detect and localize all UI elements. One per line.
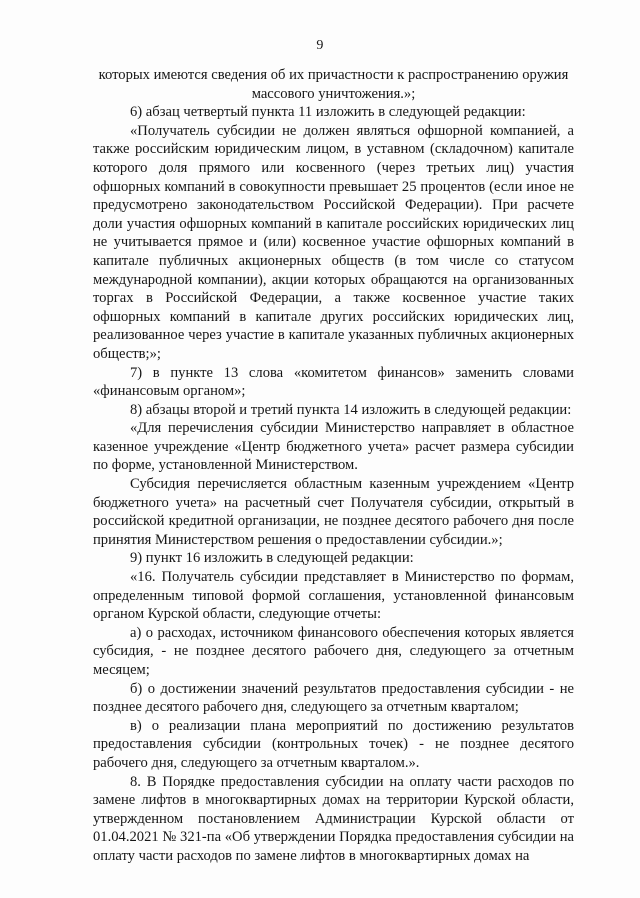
paragraph-report-c: в) о реализации плана мероприятий по достижению результатов предоставления субсидии (контрольных точек) - не позднее десятого рабочего дня, следующего за отчетным кварталом.».: [93, 717, 574, 771]
paragraph-section-8: 8. В Порядке предоставления субсидии на оплату части расходов по замене лифтов в многоквартирных домах на территории Курской области, утвержденном постановлением Администрации Курской области от 01.04.2021 № 321-па «Об утверждении Порядка предоставления субсидии на оплату части расходов по замене лифтов в многоквартирных домах на: [93, 773, 574, 864]
paragraph-offshore-quote: «Получатель субсидии не должен являться офшорной компанией, а также российским юридическим лицом, в уставном (складочном) капитале которого доля прямого или косвенного (через третьих лиц) участия офшорных компаний в совокупности превышает 25 процентов (если иное не предусмотрено законодательством Российской Федерации). При расчете доли участия офшорных компаний в капитале российских юридических лиц не учитывается прямое и (или) косвенное участие офшорных компаний в капитале публичных акционерных обществ (в том числе со статусом международной компании), акции которых обращаются на организованных торгах в Российской Федерации, а также косвенное участие таких офшорных компаний в капитале других российских юридических лиц, реализованное через участие в капитале указанных публичных акционерных обществ;»;: [93, 122, 574, 362]
paragraph-continuation: которых имеются сведения об их причастности к распространению оружия массового уничтожения.»;: [98, 67, 569, 102]
page-number: 9: [316, 38, 324, 53]
paragraph-report-b: б) о достижении значений результатов предоставления субсидии - не позднее десятого рабочего дня, следующего за отчетным кварталом;: [93, 680, 574, 716]
paragraph-subsidy-transfer: Субсидия перечисляется областным казенным учреждением «Центр бюджетного учета» на расчетный счет Получателя субсидии, открытый в российской кредитной организации, не позднее десятого рабочего дня после принятия Министерством решения о предоставлении субсидии.»;: [93, 476, 574, 548]
document-body: [93, 66, 574, 866]
paragraph-point-16: «16. Получатель субсидии представляет в Министерство по формам, определенным типовой формой соглашения, установленной финансовым органом Курской области, следующие отчеты:: [93, 569, 574, 623]
paragraph-amendment-9: 9) пункт 16 изложить в следующей редакции:: [130, 550, 414, 567]
paragraph-transfer-quote: «Для перечисления субсидии Министерство направляет в областное казенное учреждение «Центр бюджетного учета» расчет размера субсидии по форме, установленной Министерством.: [93, 420, 574, 474]
paragraph-amendment-7: 7) в пункте 13 слова «комитетом финансов» заменить словами «финансовым органом»;: [93, 364, 574, 400]
paragraph-amendment-6: 6) абзац четвертый пункта 11 изложить в следующей редакции:: [130, 104, 526, 121]
paragraph-amendment-8: 8) абзацы второй и третий пункта 14 изложить в следующей редакции:: [130, 401, 572, 418]
paragraph-report-a: а) о расходах, источником финансового обеспечения которых является субсидия, - не позднее десятого рабочего дня, следующего за отчетным месяцем;: [93, 624, 574, 678]
